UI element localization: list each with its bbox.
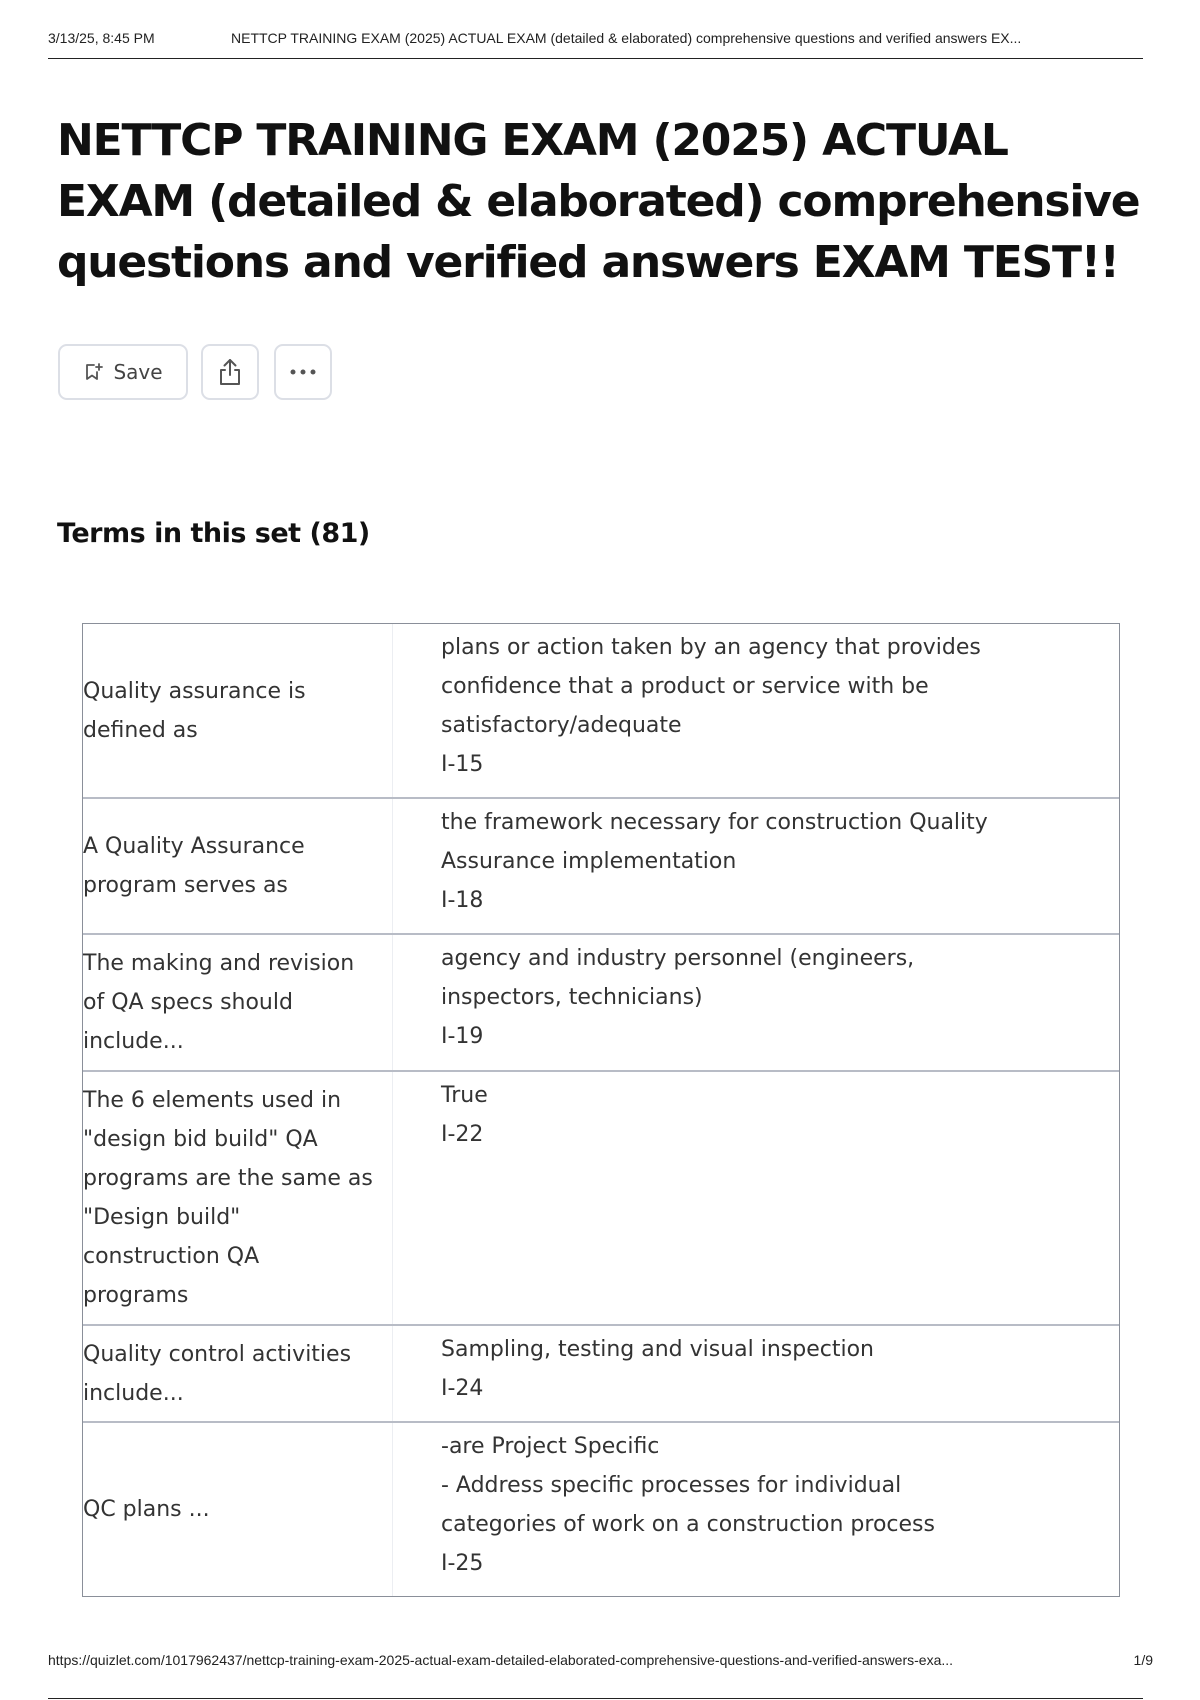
print-timestamp: 3/13/25, 8:45 PM: [48, 30, 155, 46]
definition-text: Sampling, testing and visual inspection I-24: [441, 1337, 874, 1401]
term-text: The making and revision of QA specs should include...: [83, 935, 393, 1070]
definition-text: -are Project Specific - Address specific processes for individual categories of work on a construction process I-25: [441, 1434, 935, 1576]
terms-table: [82, 623, 1120, 1597]
print-url: https://quizlet.com/1017962437/nettcp-training-exam-2025-actual-exam-detailed-elaborated-comprehensive-questions-and-verified-answers-exa...: [48, 1652, 954, 1668]
share-icon: [216, 357, 244, 387]
bookmark-add-icon: [83, 362, 103, 382]
page-number: 1/9: [1133, 1652, 1153, 1668]
term-row: [83, 1070, 1119, 1324]
save-button-label: Save: [113, 360, 163, 384]
print-footer: [48, 1652, 1153, 1692]
definition-text: True I-22: [441, 1083, 488, 1147]
term-row: [83, 1421, 1119, 1596]
share-button[interactable]: [201, 344, 259, 400]
footer-divider: [48, 1698, 1143, 1699]
terms-count-heading: Terms in this set (81): [57, 518, 370, 549]
more-options-button[interactable]: [274, 344, 332, 400]
term-text: Quality control activities include...: [83, 1326, 393, 1421]
definition-text: plans or action taken by an agency that provides confidence that a product or service with be satisfactory/adequate I-15: [441, 635, 981, 777]
term-row: [83, 933, 1119, 1070]
term-row: [83, 1324, 1119, 1421]
term-text: The 6 elements used in "design bid build" QA programs are the same as "Design build" construction QA programs: [83, 1072, 393, 1324]
definition-text: agency and industry personnel (engineers, inspectors, technicians) I-19: [441, 946, 915, 1049]
definition-text: the framework necessary for construction Quality Assurance implementation I-18: [441, 810, 988, 913]
page-title: NETTCP TRAINING EXAM (2025) ACTUAL EXAM (detailed & elaborated) comprehensive questions and verified answers EXAM TEST!!: [57, 115, 1140, 288]
term-text: QC plans ...: [83, 1423, 393, 1596]
term-row: [83, 624, 1119, 797]
print-document-title: NETTCP TRAINING EXAM (2025) ACTUAL EXAM (detailed & elaborated) comprehensive questions and verified answers EX...: [231, 30, 1022, 46]
term-text: A Quality Assurance program serves as: [83, 799, 393, 933]
save-button[interactable]: [58, 344, 188, 400]
term-text: Quality assurance is defined as: [83, 624, 393, 797]
term-row: [83, 797, 1119, 933]
print-header: [48, 30, 1143, 59]
more-options-icon: [289, 368, 317, 376]
